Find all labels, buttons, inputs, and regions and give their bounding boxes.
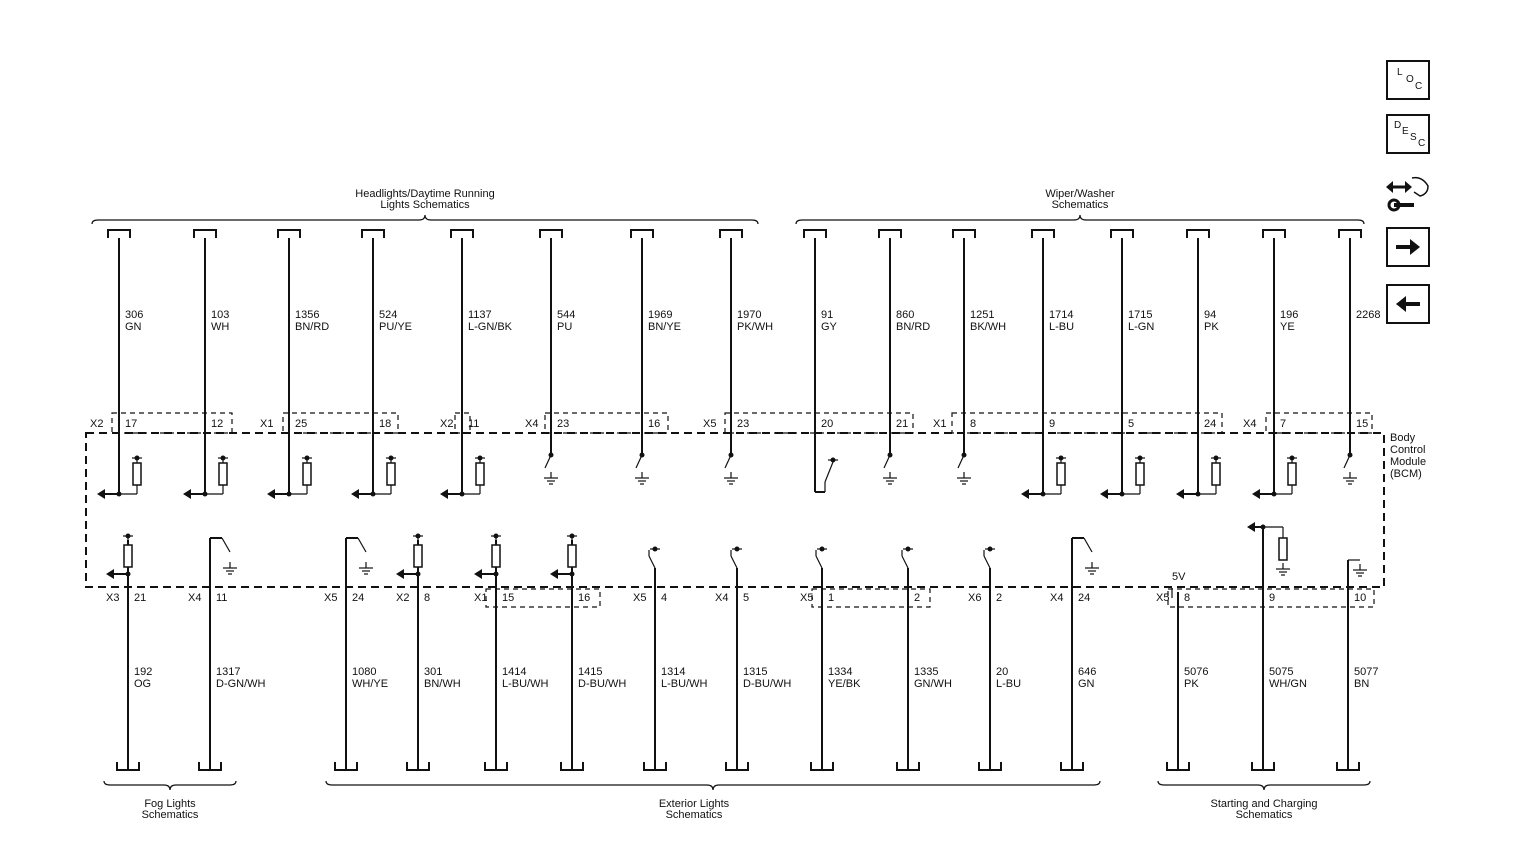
bottom-pin-number: 11 — [216, 592, 228, 604]
supply-voltage-label: 5V — [1172, 571, 1186, 583]
top-terminal — [362, 230, 384, 238]
top-pin-number: 11 — [468, 418, 480, 430]
arrow-left-button[interactable] — [1386, 284, 1430, 324]
loc-letter-3: C — [1415, 81, 1423, 92]
desc-letter-4: C — [1418, 138, 1426, 149]
pullup-resistor-icon — [133, 463, 141, 485]
top-wire-color: BN/RD — [896, 321, 931, 333]
top-wire-circuit: 1715 — [1128, 309, 1153, 321]
headlights-schematic-link-line2: Lights Schematics — [380, 199, 470, 211]
pullup-resistor-icon — [476, 463, 484, 485]
bottom-pin-number: 9 — [1269, 592, 1276, 604]
top-wire-color: WH — [211, 321, 230, 333]
junction-dot — [729, 453, 734, 458]
top-terminal — [879, 230, 901, 238]
junction-dot — [126, 572, 131, 577]
top-pin-number: 17 — [125, 418, 138, 430]
bottom-pin-number: 8 — [1184, 592, 1191, 604]
bottom-pin-number: 8 — [424, 592, 431, 604]
starting-charging-schematic-link: Starting and Charging — [1210, 798, 1318, 810]
connector-housing — [952, 413, 1222, 433]
bottom-wire-circuit: 1335 — [914, 666, 939, 678]
bottom-wire-color: YE/BK — [828, 678, 861, 690]
input-arrow-icon — [1252, 489, 1260, 499]
starting-charging-schematic-link-line2: Schematics — [1235, 809, 1293, 821]
bottom-wire-color: OG — [134, 678, 152, 690]
switch-blade — [902, 556, 908, 568]
junction-dot — [494, 572, 499, 577]
top-wire-color: BK/WH — [970, 321, 1007, 333]
top-pin-number: 12 — [211, 418, 224, 430]
junction-dot — [962, 453, 967, 458]
bottom-wire-circuit: 1080 — [352, 666, 377, 678]
bottom-wire-color: BN — [1354, 678, 1370, 690]
fog-lights-schematic-link-line2: Schematics — [141, 809, 199, 821]
bottom-wire-circuit: 1414 — [502, 666, 527, 678]
top-terminal — [540, 230, 562, 238]
bottom-wire-circuit: 646 — [1078, 666, 1097, 678]
module-name-line2: Control — [1390, 444, 1426, 456]
wiper-schematic-link: Wiper/Washer — [1045, 188, 1115, 200]
bottom-pin-number: 15 — [502, 592, 515, 604]
bottom-wire-color: L-BU/WH — [502, 678, 549, 690]
input-arrow-icon — [106, 569, 114, 579]
top-wire-circuit: 524 — [379, 309, 398, 321]
bottom-wire-color: GN/WH — [914, 678, 952, 690]
top-terminal — [953, 230, 975, 238]
top-wire-circuit: 1251 — [970, 309, 995, 321]
group-bracket — [1158, 781, 1370, 790]
bottom-connector-label: X5 — [324, 592, 338, 604]
module-name-line1: Body — [1390, 432, 1416, 444]
exterior-lights-schematic-link-line2: Schematics — [665, 809, 723, 821]
top-wire-circuit: 544 — [557, 309, 576, 321]
junction-dot — [549, 453, 554, 458]
top-pin-number: 23 — [557, 418, 570, 430]
bottom-pin-number: 1 — [828, 592, 835, 604]
input-arrow-icon — [396, 569, 404, 579]
junction-dot — [1348, 453, 1353, 458]
input-arrow-icon — [267, 489, 275, 499]
input-arrow-icon — [183, 489, 191, 499]
bottom-wire-circuit: 1317 — [216, 666, 241, 678]
pullup-resistor-icon — [492, 545, 500, 567]
top-pin-number: 5 — [1128, 418, 1135, 430]
exterior-lights-schematic-link: Exterior Lights — [658, 798, 730, 810]
top-terminal — [1032, 230, 1054, 238]
bottom-pin-number: 10 — [1354, 592, 1367, 604]
top-terminal — [1263, 230, 1285, 238]
top-wire-circuit: 1970 — [737, 309, 762, 321]
top-pin-number: 7 — [1280, 418, 1287, 430]
top-pin-number: 15 — [1356, 418, 1369, 430]
loc-button[interactable] — [1386, 60, 1430, 100]
junction-dot — [888, 453, 893, 458]
bottom-wire-circuit: 1415 — [578, 666, 603, 678]
bottom-connector-label: X4 — [1050, 592, 1064, 604]
bottom-pin-number: 24 — [352, 592, 365, 604]
top-pin-number: 23 — [737, 418, 750, 430]
input-arrow-icon — [97, 489, 105, 499]
bottom-pin-number: 16 — [578, 592, 591, 604]
connector-housing — [725, 413, 913, 433]
top-wire-circuit: 2268 — [1356, 309, 1381, 321]
top-wire-color: GN — [125, 321, 142, 333]
bottom-pin-number: 4 — [661, 592, 668, 604]
bottom-pin-number: 24 — [1078, 592, 1091, 604]
bottom-wire-color: WH/GN — [1269, 678, 1307, 690]
top-wire-circuit: 860 — [896, 309, 915, 321]
top-wire-color: L-GN — [1128, 321, 1155, 333]
top-wire-color: L-GN/BK — [468, 321, 513, 333]
desc-button[interactable] — [1386, 114, 1430, 154]
pullup-resistor-icon — [1136, 463, 1144, 485]
pullup-resistor-icon — [414, 545, 422, 567]
bottom-wire-color: D-GN/WH — [216, 678, 266, 690]
headlights-schematic-link: Headlights/Daytime Running — [355, 188, 495, 200]
bottom-wire-color: D-BU/WH — [743, 678, 792, 690]
bottom-wire-circuit: 192 — [134, 666, 153, 678]
arrow-right-icon — [1388, 229, 1428, 265]
group-bracket — [92, 215, 758, 224]
pullup-resistor-icon — [1288, 463, 1296, 485]
top-wire-circuit: 1969 — [648, 309, 673, 321]
bottom-wire-color: BN/WH — [424, 678, 461, 690]
top-wire-circuit: 91 — [821, 309, 834, 321]
desc-letter-3: S — [1410, 132, 1417, 143]
top-terminal — [631, 230, 653, 238]
top-wire-color: PU/YE — [379, 321, 413, 333]
top-wire-color: PK/WH — [737, 321, 774, 333]
wiper-schematic-link-line2: Schematics — [1051, 199, 1109, 211]
fog-lights-schematic-link: Fog Lights — [144, 798, 196, 810]
bottom-pin-number: 5 — [743, 592, 750, 604]
bottom-wire-circuit: 1314 — [661, 666, 686, 678]
bottom-pin-number: 2 — [914, 592, 921, 604]
switch-blade — [816, 556, 822, 568]
desc-letter-2: E — [1402, 126, 1409, 137]
switch-blade — [1084, 538, 1092, 552]
bottom-wire-circuit: 301 — [424, 666, 443, 678]
top-terminal — [720, 230, 742, 238]
top-wire-color: BN/RD — [295, 321, 330, 333]
loc-letter-2: O — [1406, 74, 1414, 85]
top-pin-number: 18 — [379, 418, 392, 430]
top-terminal — [1339, 230, 1361, 238]
top-connector-label: X1 — [260, 418, 274, 430]
pullup-resistor-icon — [124, 545, 132, 567]
input-arrow-icon — [1021, 489, 1029, 499]
connector-wrench-icon[interactable] — [1384, 172, 1432, 218]
top-wire-circuit: 94 — [1204, 309, 1217, 321]
input-arrow-icon — [1100, 489, 1108, 499]
bottom-connector-label: X6 — [968, 592, 982, 604]
switch-blade — [984, 556, 990, 568]
top-wire-color: L-BU — [1049, 321, 1075, 333]
switch-blade — [731, 556, 737, 568]
desc-letter-1: D — [1394, 120, 1402, 131]
top-terminal — [108, 230, 130, 238]
input-arrow-icon — [474, 569, 482, 579]
bottom-connector-label: X4 — [188, 592, 202, 604]
pullup-resistor-icon — [387, 463, 395, 485]
group-bracket — [104, 781, 236, 790]
top-pin-number: 25 — [295, 418, 308, 430]
bottom-connector-label: X1 — [474, 592, 488, 604]
top-terminal — [451, 230, 473, 238]
top-wire-circuit: 103 — [211, 309, 230, 321]
pullup-resistor-icon — [568, 545, 576, 567]
arrow-right-button[interactable] — [1386, 227, 1430, 267]
loc-letter-1: L — [1397, 67, 1403, 78]
bottom-wire-color: GN — [1078, 678, 1095, 690]
top-pin-number: 24 — [1204, 418, 1217, 430]
module-name-line4: (BCM) — [1390, 468, 1422, 480]
switch-blade — [825, 462, 833, 482]
bottom-wire-circuit: 1315 — [743, 666, 768, 678]
top-terminal — [194, 230, 216, 238]
input-arrow-icon — [550, 569, 558, 579]
pullup-resistor-icon — [1057, 463, 1065, 485]
bottom-pin-number: 2 — [996, 592, 1003, 604]
bottom-connector-label: X2 — [396, 592, 410, 604]
bottom-wire-color: PK — [1184, 678, 1199, 690]
top-wire-circuit: 1137 — [468, 309, 492, 321]
top-wire-color: PU — [557, 321, 573, 333]
bottom-wire-color: L-BU/WH — [661, 678, 708, 690]
top-terminal — [1111, 230, 1133, 238]
top-pin-number: 9 — [1049, 418, 1056, 430]
bottom-wire-color: D-BU/WH — [578, 678, 627, 690]
input-arrow-icon — [1176, 489, 1184, 499]
top-connector-label: X5 — [703, 418, 717, 430]
top-connector-label: X4 — [525, 418, 539, 430]
pullup-resistor-icon — [303, 463, 311, 485]
top-pin-number: 16 — [648, 418, 661, 430]
bottom-wire-circuit: 5077 — [1354, 666, 1379, 678]
input-arrow-icon — [440, 489, 448, 499]
bottom-connector-label: X5 — [800, 592, 814, 604]
bottom-connector-label: X3 — [106, 592, 120, 604]
top-connector-label: X1 — [933, 418, 947, 430]
bottom-wire-circuit: 20 — [996, 666, 1009, 678]
bottom-wire-circuit: 5075 — [1269, 666, 1294, 678]
switch-blade — [649, 556, 655, 568]
bottom-connector-label: X4 — [715, 592, 729, 604]
bottom-connector-label: X5 — [633, 592, 647, 604]
top-wire-circuit: 196 — [1280, 309, 1299, 321]
junction-dot — [640, 453, 645, 458]
top-connector-label: X4 — [1243, 418, 1257, 430]
input-arrow-icon — [351, 489, 359, 499]
bottom-wire-color: WH/YE — [352, 678, 389, 690]
top-pin-number: 21 — [896, 418, 909, 430]
top-wire-color: BN/YE — [648, 321, 682, 333]
top-connector-label: X2 — [90, 418, 104, 430]
group-bracket — [796, 215, 1364, 224]
junction-dot — [416, 572, 421, 577]
top-pin-number: 20 — [821, 418, 834, 430]
top-terminal — [278, 230, 300, 238]
group-bracket — [326, 781, 1100, 790]
top-wire-circuit: 1356 — [295, 309, 320, 321]
bottom-wire-circuit: 1334 — [828, 666, 853, 678]
top-wire-circuit: 306 — [125, 309, 144, 321]
top-wire-color: PK — [1204, 321, 1219, 333]
top-terminal — [1187, 230, 1209, 238]
top-connector-label: X2 — [440, 418, 454, 430]
top-wire-circuit: 1714 — [1049, 309, 1074, 321]
bottom-connector-label: X5 — [1156, 592, 1170, 604]
switch-blade — [358, 538, 366, 552]
top-wire-color: YE — [1280, 321, 1295, 333]
top-terminal — [804, 230, 826, 238]
top-wire-color: GY — [821, 321, 837, 333]
pullup-resistor-icon — [219, 463, 227, 485]
bottom-wire-circuit: 5076 — [1184, 666, 1209, 678]
bottom-wire-color: L-BU — [996, 678, 1022, 690]
module-name-line3: Module — [1390, 456, 1427, 468]
pullup-resistor-icon — [1279, 538, 1287, 560]
bottom-pin-number: 21 — [134, 592, 147, 604]
switch-blade — [222, 538, 230, 552]
junction-dot — [570, 572, 575, 577]
pullup-resistor-icon — [1212, 463, 1220, 485]
output-arrow-icon — [1247, 522, 1255, 532]
junction-dot — [1261, 525, 1266, 530]
top-pin-number: 8 — [970, 418, 977, 430]
arrow-left-icon — [1388, 286, 1428, 322]
